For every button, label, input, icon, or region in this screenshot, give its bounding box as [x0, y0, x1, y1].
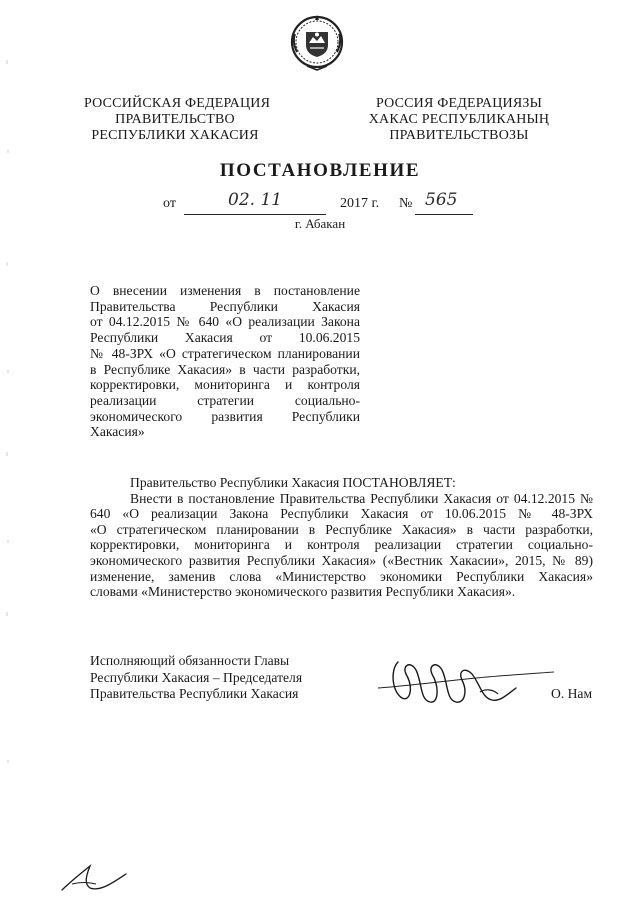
subject-line: реализации стратегии социально- — [90, 392, 360, 408]
signer-name: О. Нам — [551, 686, 593, 701]
subject-line: в Республике Хакасия» в части разработки, — [90, 361, 360, 377]
body-line: экономического развития Республики Хакасия» («Вестник Хакасии», 2015, № 89) — [90, 552, 593, 568]
body-line: Правительство Республики Хакасия ПОСТАНОВЛЯЕТ: — [130, 475, 456, 490]
header-right — [364, 96, 554, 144]
document-type-title: ПОСТАНОВЛЕНИЕ — [219, 160, 421, 181]
header-right-line: ПРАВИТЕЛЬСТВОЗЫ — [389, 128, 529, 143]
body-line: Внести в постановление Правительства Республики Хакасия от 04.12.2015 № — [130, 490, 593, 506]
handwritten-number: 565 — [425, 190, 458, 210]
year-suffix: 2017 г. — [340, 196, 380, 211]
document-body — [90, 475, 593, 600]
document-subject — [90, 283, 360, 440]
handwritten-initials — [60, 862, 130, 894]
handwritten-date: 02. 11 — [228, 190, 283, 210]
body-line: 640 «О реализации Закона Республики Хакасия от 10.06.2015 № 48-ЗРХ — [90, 506, 593, 522]
subject-line: Хакасия» — [90, 424, 145, 440]
subject-line: № 48-ЗРХ «О стратегическом планировании — [90, 345, 360, 361]
number-prefix: № — [399, 196, 413, 211]
signatory-line: Исполняющий обязанности Главы — [90, 653, 290, 668]
signatory-line: Республики Хакасия – Председателя — [90, 669, 303, 685]
subject-line: корректировки, мониторинга и контроля — [90, 377, 360, 393]
body-line: изменение, заменив слова «Министерство экономики Республики Хакасия» — [90, 568, 593, 584]
header-right-line: ХАКАС РЕСПУБЛИКАНЫҢ — [368, 112, 550, 127]
header-left-line: РЕСПУБЛИКИ ХАКАСИЯ — [91, 128, 259, 143]
header-right-line: РОССИЯ ФЕДЕРАЦИЯЗЫ — [375, 96, 543, 111]
subject-line: от 04.12.2015 № 640 «О реализации Закона — [90, 314, 360, 330]
body-line: словами «Министерство экономического развития Республики Хакасия». — [90, 584, 516, 600]
body-line: корректировки, мониторинга и контроля реализации стратегии социально- — [90, 537, 593, 553]
subject-line: Правительства Республики Хакасия — [90, 298, 360, 314]
scan-edge-marks — [6, 0, 12, 905]
signatory-title — [90, 653, 302, 703]
header-left — [84, 96, 271, 144]
signatory-line: Правительства Республики Хакасия — [90, 686, 299, 701]
header-left-line: РОССИЙСКАЯ ФЕДЕРАЦИЯ — [84, 96, 271, 111]
subject-line: Республики Хакасия от 10.06.2015 — [90, 330, 360, 346]
header-left-line: ПРАВИТЕЛЬСТВО — [115, 112, 235, 127]
coat-of-arms-emblem — [289, 12, 345, 74]
city: г. Абакан — [294, 216, 346, 231]
date-field — [184, 190, 326, 215]
handwritten-signature — [376, 648, 556, 710]
subject-line: экономического развития Республики — [90, 408, 360, 424]
subject-line: О внесении изменения в постановление — [90, 283, 360, 298]
number-field — [415, 190, 473, 215]
body-line: «О стратегическом планировании в Республике Хакасия» в части разработки, — [90, 521, 593, 537]
date-prefix: от — [163, 196, 176, 211]
